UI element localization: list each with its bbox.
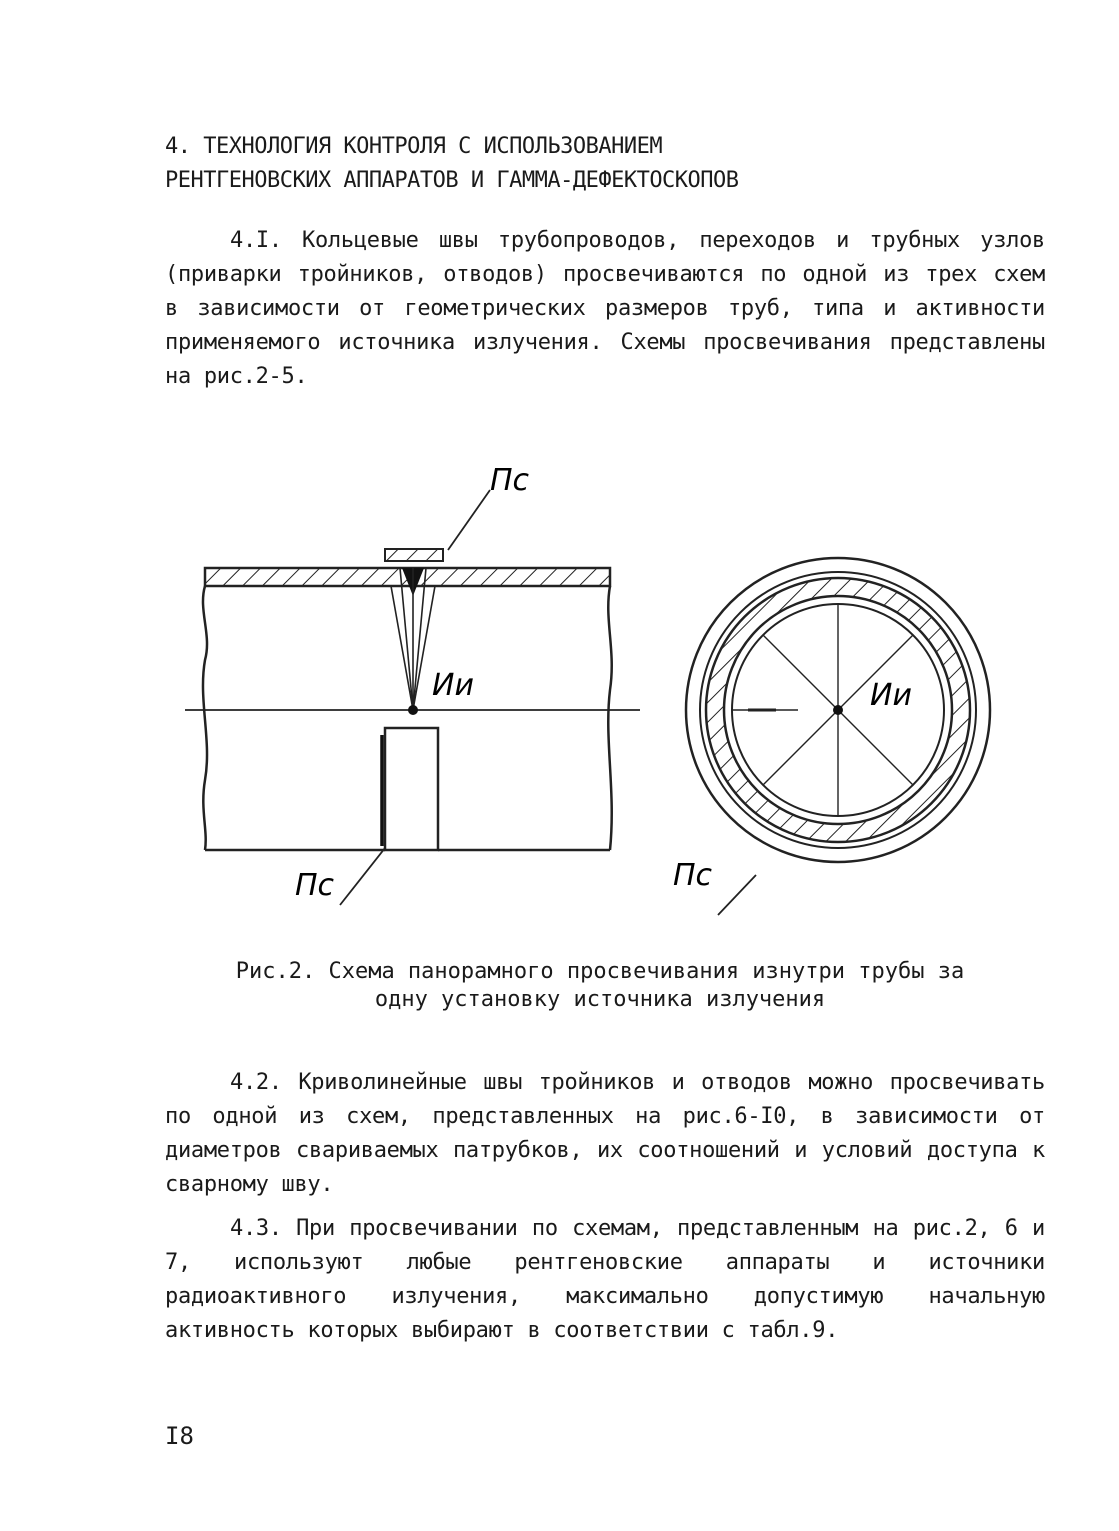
film-strip-bottom xyxy=(385,728,438,850)
section-heading xyxy=(165,130,1065,198)
pipe-side-view xyxy=(185,463,640,905)
paragraph-4-2: 4.2. Криволинейные швы тройников и отводов можно просвечивать по одной из схем, представленных на рис.6-I0, в зависимости от диаметров свариваемых патрубков, их соотношений и условий доступа к сварному шву. xyxy=(165,1070,1045,1197)
cross-section-source xyxy=(833,705,843,715)
paragraph-4-1: 4.I. Кольцевые швы трубопроводов, переходов и трубных узлов (приварки тройников, отводов) просвечиваются по одной из трех схем в зависимости от геометрических размеров труб, типа и активности применяемого источника излучения. Схемы просвечивания представлены на рис.2-5. xyxy=(165,228,1045,389)
section-heading-line-1: 4. ТЕХНОЛОГИЯ КОНТРОЛЯ С ИСПОЛЬЗОВАНИЕМ xyxy=(165,134,663,159)
page-number: I8 xyxy=(165,1422,194,1450)
figure-caption xyxy=(170,958,1030,1014)
label-film-section: Пс xyxy=(673,858,713,893)
radiation-source xyxy=(408,705,418,715)
figure-caption-line-1: Рис.2. Схема панорамного просвечивания изнутри трубы за xyxy=(235,959,965,984)
paragraph-4-3: 4.3. При просвечивании по схемам, представленным на рис.2, 6 и 7, используют любые рентгеновские аппараты и источники радиоактивного излучения, максимально допустимую начальную активность которых выбирают в соответствии с табл.9. xyxy=(165,1216,1045,1343)
section-heading-line-2: РЕНТГЕНОВСКИХ АППАРАТОВ И ГАММА-ДЕФЕКТОСКОПОВ xyxy=(165,168,739,193)
pipe-outline xyxy=(203,586,207,850)
radiation-beam xyxy=(391,568,435,710)
label-film-bottom: Пс xyxy=(295,868,335,903)
figure-caption-line-2: одну установку источника излучения xyxy=(374,987,826,1012)
label-source-side: Ии xyxy=(432,668,474,703)
film-cassette-top xyxy=(385,549,443,561)
label-film-top: Пс xyxy=(490,463,530,498)
pipe-cross-section xyxy=(673,558,990,915)
figure-2-diagram xyxy=(160,450,1040,920)
pipe-outline-right xyxy=(608,586,611,850)
label-source-section: Ии xyxy=(870,678,912,713)
